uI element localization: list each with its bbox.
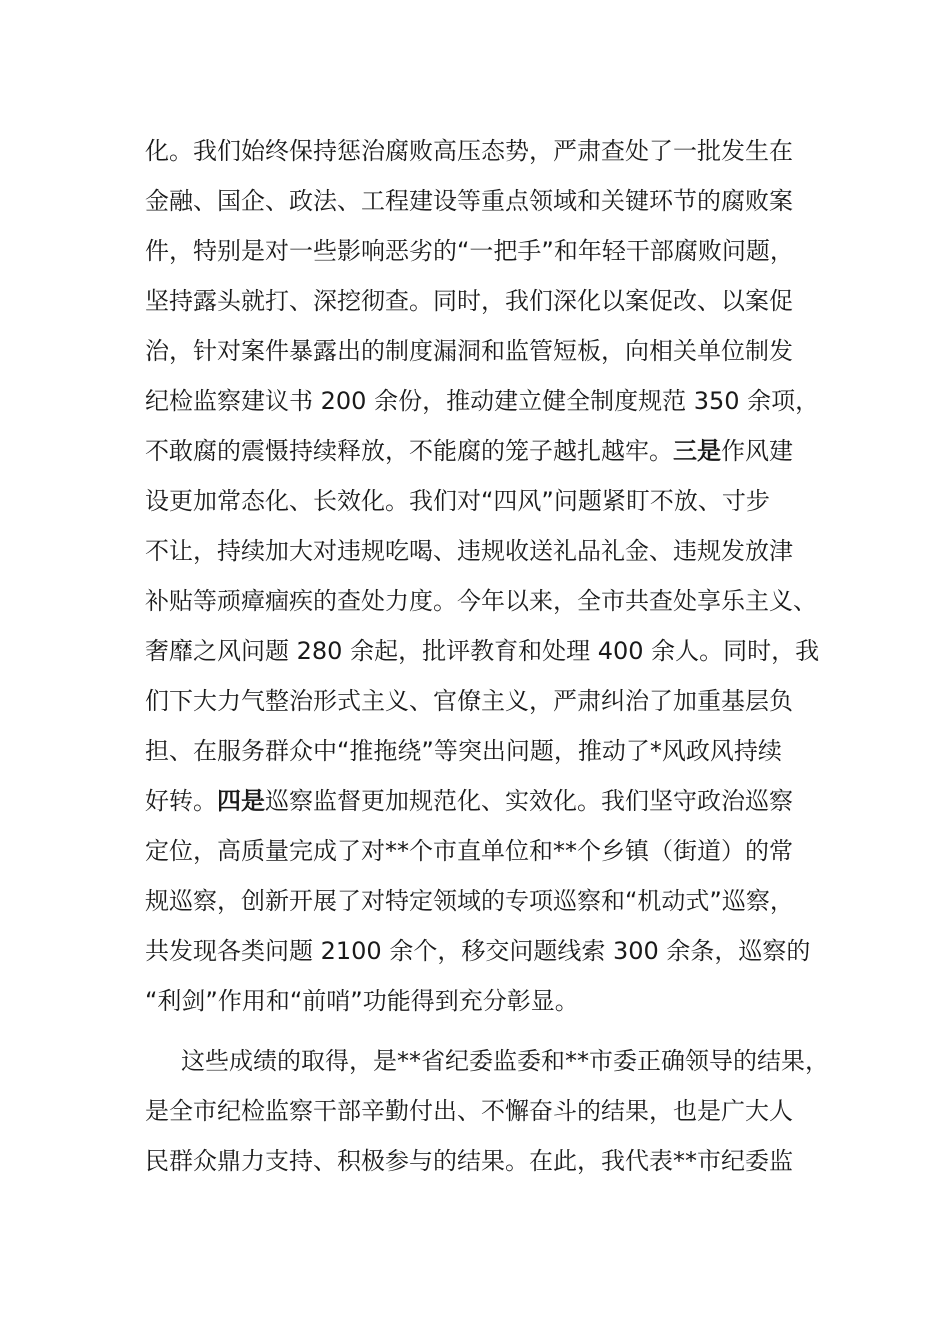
- bold-marker-three: 三是: [673, 437, 721, 465]
- text-line: 规巡察，创新开展了对特定领域的专项巡察和“机动式”巡察，: [145, 887, 794, 915]
- text-line: 纪检监察建议书 200 余份，推动建立健全制度规范 350 余项，: [145, 387, 820, 415]
- text-line: 补贴等顽瘴痼疾的查处力度。今年以来，全市共查处享乐主义、: [145, 587, 817, 615]
- text-line: 这些成绩的取得，是**省纪委监委和**市委正确领导的结果，: [181, 1047, 829, 1075]
- text-line: 治，针对案件暴露出的制度漏洞和监管短板，向相关单位制发: [145, 337, 793, 365]
- text-run: 好转。: [145, 787, 217, 815]
- text-run: 巡察监督更加规范化、实效化。我们坚守政治巡察: [265, 787, 793, 815]
- text-line: 是全市纪检监察干部辛勤付出、不懈奋斗的结果，也是广大人: [145, 1097, 793, 1125]
- paragraph-1: [145, 126, 820, 1026]
- text-line: 奢靡之风问题 280 余起，批评教育和处理 400 余人。同时，我: [145, 637, 820, 665]
- text-line: “利剑”作用和“前哨”功能得到充分彰显。: [145, 987, 579, 1015]
- paragraph-2: [145, 1036, 829, 1186]
- text-line: 担、在服务群众中“推拖绕”等突出问题，推动了*风政风持续: [145, 737, 782, 765]
- paragraph-gap: [145, 1026, 810, 1036]
- text-line: [145, 426, 810, 476]
- text-line: 化。我们始终保持惩治腐败高压态势，严肃查处了一批发生在: [145, 137, 793, 165]
- text-line: [145, 776, 810, 826]
- text-line: 不让，持续加大对违规吃喝、违规收送礼品礼金、违规发放津: [145, 537, 793, 565]
- bold-marker-four: 四是: [217, 787, 265, 815]
- text-line: 坚持露头就打、深挖彻查。同时，我们深化以案促改、以案促: [145, 287, 793, 315]
- text-line: 设更加常态化、长效化。我们对“四风”问题紧盯不放、寸步: [145, 487, 770, 515]
- text-run: 作风建: [721, 437, 793, 465]
- body-text: [145, 126, 829, 1186]
- text-line: 共发现各类问题 2100 余个，移交问题线索 300 余条，巡察的: [145, 937, 811, 965]
- text-line: 民群众鼎力支持、积极参与的结果。在此，我代表**市纪委监: [145, 1147, 793, 1175]
- text-line: 金融、国企、政法、工程建设等重点领域和关键环节的腐败案: [145, 187, 793, 215]
- text-run: 不敢腐的震慑持续释放，不能腐的笼子越扎越牢。: [145, 437, 673, 465]
- text-line: 们下大力气整治形式主义、官僚主义，严肃纠治了加重基层负: [145, 687, 793, 715]
- text-line: 定位，高质量完成了对**个市直单位和**个乡镇（街道）的常: [145, 837, 793, 865]
- text-line: 件，特别是对一些影响恶劣的“一把手”和年轻干部腐败问题，: [145, 237, 794, 265]
